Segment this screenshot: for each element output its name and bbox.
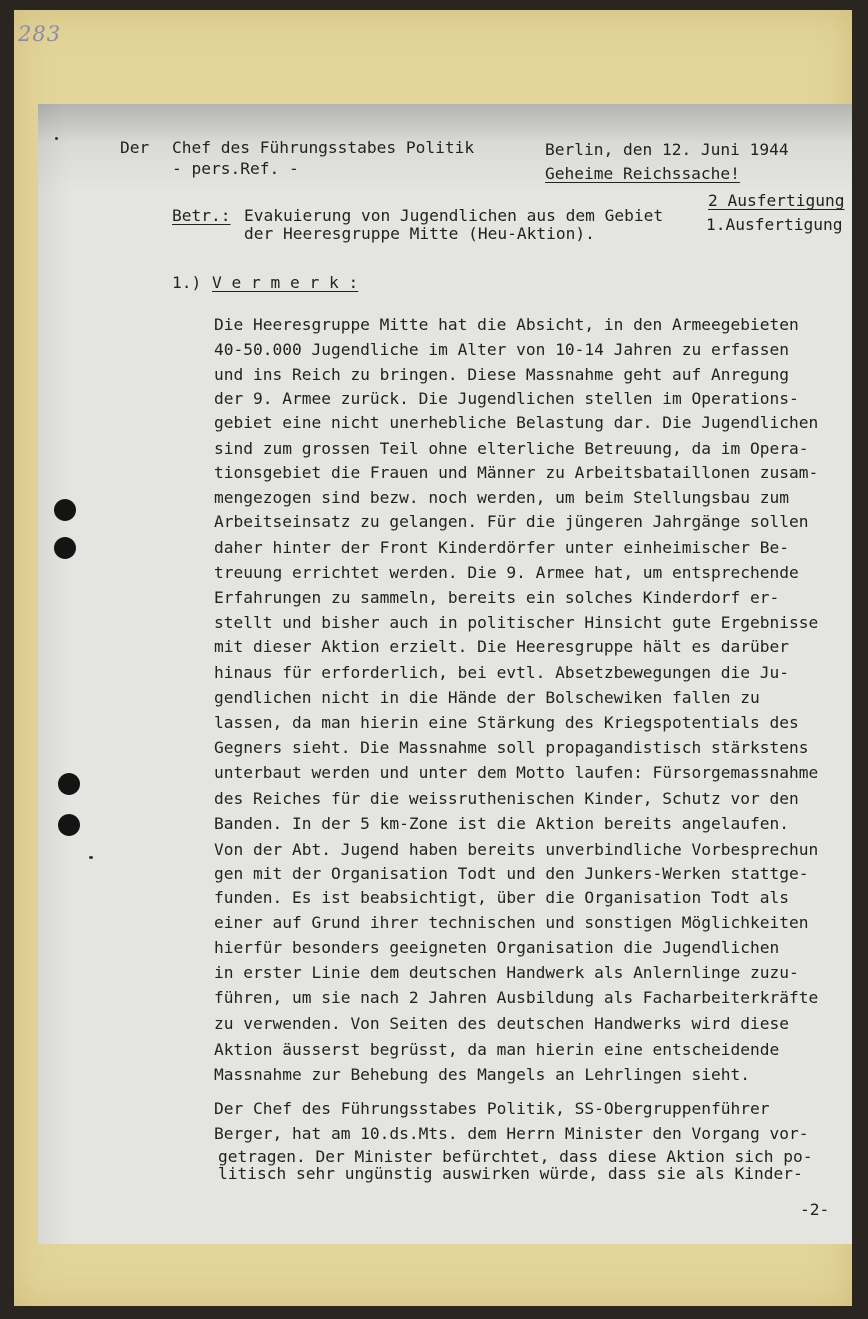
subject-label: Betr.: — [172, 206, 231, 225]
section-title: V e r m e r k : — [212, 273, 359, 292]
paper-speck — [89, 856, 93, 859]
text-line: des Reiches für die weissruthenischen Kinder, Schutz vor den — [214, 789, 799, 808]
text-line: Gegners sieht. Die Massnahme soll propagandistisch stärkstens — [214, 738, 809, 757]
header-office-sub: - pers.Ref. - — [172, 159, 299, 178]
paper-speck — [55, 137, 58, 140]
section-number: 1.) — [172, 273, 202, 292]
text-line: Die Heeresgruppe Mitte hat die Absicht, in den Armeegebieten — [214, 315, 799, 334]
text-line: Der Chef des Führungsstabes Politik, SS-Obergruppenführer — [214, 1099, 770, 1118]
text-line: mengezogen sind bezw. noch werden, um beim Stellungsbau zum — [214, 488, 789, 507]
text-line: der 9. Armee zurück. Die Jugendlichen stellen im Operations- — [214, 389, 799, 408]
punch-hole — [54, 537, 76, 559]
punch-hole — [58, 814, 80, 836]
text-line: treuung errichtet werden. Die 9. Armee hat, um entsprechende — [214, 563, 799, 582]
text-line: gebiet eine nicht unerhebliche Belastung dar. Die Jugendlichen — [214, 413, 819, 432]
copy-number: 1.Ausfertigung — [706, 215, 843, 234]
text-line: Massnahme zur Behebung des Mangels an Lehrlingen sieht. — [214, 1065, 751, 1084]
text-line: litisch sehr ungünstig auswirken würde, dass sie als Kinder- — [218, 1164, 803, 1183]
text-line: funden. Es ist beabsichtigt, über die Organisation Todt als — [214, 888, 789, 907]
text-line: Arbeitseinsatz zu gelangen. Für die jüngeren Jahrgänge sollen — [214, 512, 809, 531]
next-page-marker: -2- — [800, 1200, 830, 1219]
text-line: mit dieser Aktion erzielt. Die Heeresgruppe hält es darüber — [214, 637, 789, 656]
text-line: unterbaut werden und unter dem Motto laufen: Fürsorgemassnahme — [214, 763, 819, 782]
text-line: getragen. Der Minister befürchtet, dass diese Aktion sich po- — [218, 1147, 813, 1166]
text-line: Aktion äusserst begrüsst, da man hierin eine entscheidende — [214, 1040, 780, 1059]
text-line: 40-50.000 Jugendliche im Alter von 10-14 Jahren zu erfassen — [214, 340, 789, 359]
text-line: Von der Abt. Jugend haben bereits unverbindliche Vorbesprechun — [214, 840, 819, 859]
header-office: Chef des Führungsstabes Politik — [172, 138, 475, 157]
header-place-date: Berlin, den 12. Juni 1944 — [545, 140, 789, 159]
copies-total: 2 Ausfertigung — [708, 191, 845, 210]
text-line: stellt und bisher auch in politischer Hinsicht gute Ergebnisse — [214, 613, 819, 632]
text-line: gen mit der Organisation Todt und den Junkers-Werken stattge- — [214, 864, 809, 883]
text-line: Berger, hat am 10.ds.Mts. dem Herrn Minister den Vorgang vor- — [214, 1124, 809, 1143]
text-line: sind zum grossen Teil ohne elterliche Betreuung, da im Opera- — [214, 439, 809, 458]
punch-hole — [58, 773, 80, 795]
text-line: Erfahrungen zu sammeln, bereits ein solches Kinderdorf er- — [214, 588, 780, 607]
text-line: zu verwenden. Von Seiten des deutschen Handwerks wird diese — [214, 1014, 789, 1033]
text-line: und ins Reich zu bringen. Diese Massnahme geht auf Anregung — [214, 365, 789, 384]
text-line: führen, um sie nach 2 Jahren Ausbildung als Facharbeiterkräfte — [214, 988, 819, 1007]
text-line: gendlichen nicht in die Hände der Bolschewiken fallen zu — [214, 688, 760, 707]
text-line: hierfür besonders geeigneten Organisation die Jugendlichen — [214, 938, 780, 957]
text-line: lassen, da man hierin eine Stärkung des Kriegspotentials des — [214, 713, 799, 732]
folder-page-number: 283 — [18, 22, 62, 46]
subject-line: der Heeresgruppe Mitte (Heu-Aktion). — [244, 224, 595, 243]
subject-line: Evakuierung von Jugendlichen aus dem Gebiet — [244, 206, 664, 225]
classification-stamp: Geheime Reichssache! — [545, 164, 740, 183]
text-line: tionsgebiet die Frauen und Männer zu Arbeitsbataillonen zusam- — [214, 463, 819, 482]
text-line: daher hinter der Front Kinderdörfer unter einheimischer Be- — [214, 538, 789, 557]
header-der: Der — [120, 138, 150, 157]
text-line: Banden. In der 5 km-Zone ist die Aktion bereits angelaufen. — [214, 814, 789, 833]
text-line: in erster Linie dem deutschen Handwerk als Anlernlinge zuzu- — [214, 963, 799, 982]
punch-hole — [54, 499, 76, 521]
text-line: einer auf Grund ihrer technischen und sonstigen Möglichkeiten — [214, 913, 809, 932]
text-line: hinaus für erforderlich, bei evtl. Absetzbewegungen die Ju- — [214, 663, 789, 682]
